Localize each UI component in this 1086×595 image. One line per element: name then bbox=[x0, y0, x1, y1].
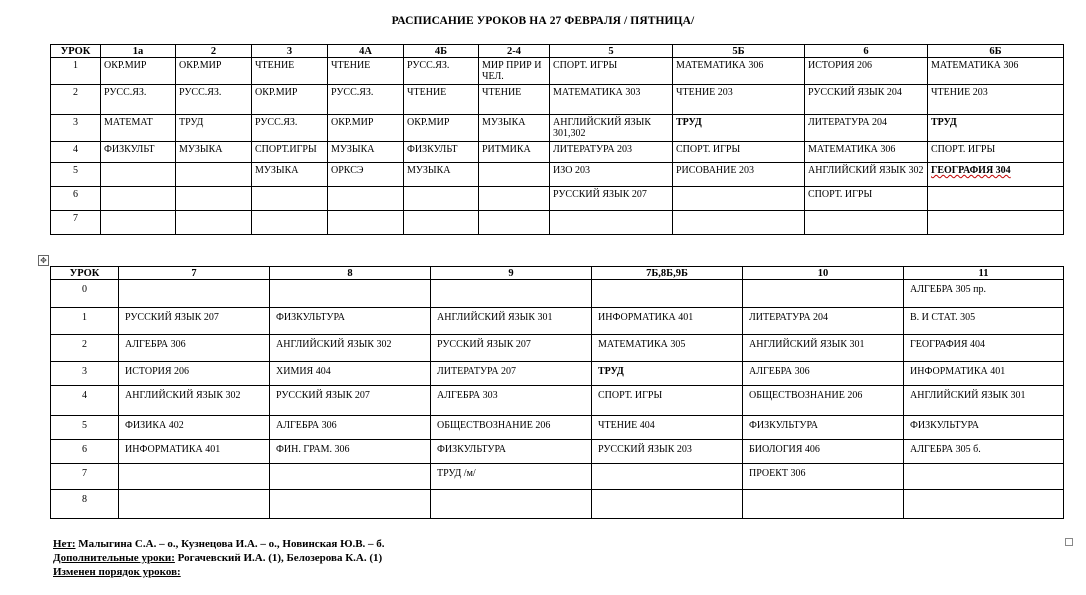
schedule-cell: СПОРТ. ИГРЫ bbox=[673, 142, 805, 163]
schedule-cell: ОКР.МИР bbox=[404, 115, 479, 142]
schedule-cell: АЛГЕБРА 305 пр. bbox=[904, 280, 1064, 308]
schedule-cell: ЛИТЕРАТУРА 204 bbox=[743, 308, 904, 335]
schedule-cell bbox=[743, 490, 904, 519]
schedule-cell bbox=[404, 211, 479, 235]
schedule-cell: ФИН. ГРАМ. 306 bbox=[270, 440, 431, 464]
schedule-cell: РУССКИЙ ЯЗЫК 204 bbox=[805, 85, 928, 115]
schedule-cell: МАТЕМАТИКА 305 bbox=[592, 335, 743, 362]
schedule-cell: МАТЕМАТИКА 303 bbox=[550, 85, 673, 115]
schedule-cell: МУЗЫКА bbox=[176, 142, 252, 163]
schedule-cell bbox=[176, 163, 252, 187]
schedule-cell: ГЕОГРАФИЯ 404 bbox=[904, 335, 1064, 362]
schedule-table-primary bbox=[50, 44, 1064, 235]
schedule-cell: ОКР.МИР bbox=[176, 58, 252, 85]
schedule-cell bbox=[928, 187, 1064, 211]
table-row bbox=[51, 464, 1064, 490]
schedule-cell bbox=[252, 211, 328, 235]
lesson-number: 6 bbox=[51, 440, 119, 464]
schedule-cell: МАТЕМАТИКА 306 bbox=[805, 142, 928, 163]
column-header: 2-4 bbox=[479, 45, 550, 58]
schedule-cell: ЧТЕНИЕ bbox=[328, 58, 404, 85]
schedule-cell: ИНФОРМАТИКА 401 bbox=[119, 440, 270, 464]
schedule-cell: ИНФОРМАТИКА 401 bbox=[592, 308, 743, 335]
schedule-cell bbox=[904, 490, 1064, 519]
resize-handle-icon[interactable] bbox=[1065, 538, 1073, 546]
column-header: 4Б bbox=[404, 45, 479, 58]
schedule-cell: ИНФОРМАТИКА 401 bbox=[904, 362, 1064, 386]
schedule-cell: АНГЛИЙСКИЙ ЯЗЫК 302 bbox=[270, 335, 431, 362]
schedule-cell: АНГЛИЙСКИЙ ЯЗЫК 301 bbox=[743, 335, 904, 362]
schedule-cell: МУЗЫКА bbox=[479, 115, 550, 142]
schedule-cell: ТРУД bbox=[673, 115, 805, 142]
schedule-cell: РУССКИЙ ЯЗЫК 207 bbox=[270, 386, 431, 416]
schedule-cell: РУСС.ЯЗ. bbox=[328, 85, 404, 115]
column-header: 8 bbox=[270, 267, 431, 280]
schedule-cell: МАТЕМАТ bbox=[101, 115, 176, 142]
schedule-cell bbox=[673, 187, 805, 211]
absent-note bbox=[53, 537, 385, 551]
schedule-cell bbox=[119, 490, 270, 519]
schedule-cell: ТРУД bbox=[928, 115, 1064, 142]
lesson-number: 3 bbox=[51, 115, 101, 142]
schedule-cell: ЧТЕНИЕ bbox=[404, 85, 479, 115]
schedule-cell: ЧТЕНИЕ bbox=[479, 85, 550, 115]
schedule-cell bbox=[176, 211, 252, 235]
schedule-cell: МУЗЫКА bbox=[252, 163, 328, 187]
schedule-table-secondary bbox=[50, 266, 1064, 519]
schedule-cell: РИТМИКА bbox=[479, 142, 550, 163]
lesson-number: 4 bbox=[51, 142, 101, 163]
schedule-cell bbox=[176, 187, 252, 211]
move-handle-icon[interactable]: ✥ bbox=[38, 255, 49, 266]
schedule-cell: РУСС.ЯЗ. bbox=[101, 85, 176, 115]
schedule-cell bbox=[592, 464, 743, 490]
table-row bbox=[51, 362, 1064, 386]
schedule-cell: СПОРТ. ИГРЫ bbox=[550, 58, 673, 85]
table-header-row bbox=[51, 267, 1064, 280]
absent-label: Нет: bbox=[53, 538, 76, 550]
schedule-cell: ФИЗИКА 402 bbox=[119, 416, 270, 440]
schedule-cell: СПОРТ. ИГРЫ bbox=[928, 142, 1064, 163]
table-row bbox=[51, 308, 1064, 335]
table-row bbox=[51, 386, 1064, 416]
column-header: 11 bbox=[904, 267, 1064, 280]
schedule-cell: РУСС.ЯЗ. bbox=[176, 85, 252, 115]
table-row bbox=[51, 142, 1064, 163]
lesson-number: 1 bbox=[51, 58, 101, 85]
lesson-number: 5 bbox=[51, 163, 101, 187]
schedule-cell: ФИЗКУЛЬТУРА bbox=[904, 416, 1064, 440]
table-row bbox=[51, 85, 1064, 115]
schedule-cell: ФИЗКУЛЬТУРА bbox=[431, 440, 592, 464]
schedule-cell: СПОРТ. ИГРЫ bbox=[805, 187, 928, 211]
table-row bbox=[51, 187, 1064, 211]
schedule-cell bbox=[119, 464, 270, 490]
schedule-cell: АЛГЕБРА 306 bbox=[270, 416, 431, 440]
schedule-cell bbox=[270, 490, 431, 519]
schedule-cell bbox=[328, 187, 404, 211]
table-row bbox=[51, 335, 1064, 362]
schedule-cell: ЧТЕНИЕ 203 bbox=[928, 85, 1064, 115]
column-header: 7Б,8Б,9Б bbox=[592, 267, 743, 280]
column-header: 7 bbox=[119, 267, 270, 280]
schedule-cell: МАТЕМАТИКА 306 bbox=[673, 58, 805, 85]
schedule-cell: СПОРТ.ИГРЫ bbox=[252, 142, 328, 163]
schedule-cell: ОБЩЕСТВОЗНАНИЕ 206 bbox=[743, 386, 904, 416]
schedule-cell: АНГЛИЙСКИЙ ЯЗЫК 302 bbox=[805, 163, 928, 187]
schedule-cell: МАТЕМАТИКА 306 bbox=[928, 58, 1064, 85]
schedule-cell bbox=[431, 280, 592, 308]
page-title: РАСПИСАНИЕ УРОКОВ НА 27 ФЕВРАЛЯ / ПЯТНИЦА/ bbox=[391, 15, 695, 27]
schedule-cell: РУССКИЙ ЯЗЫК 207 bbox=[550, 187, 673, 211]
schedule-cell: ИЗО 203 bbox=[550, 163, 673, 187]
schedule-cell: РУССКИЙ ЯЗЫК 207 bbox=[119, 308, 270, 335]
column-header: 1а bbox=[101, 45, 176, 58]
column-header: 6Б bbox=[928, 45, 1064, 58]
schedule-cell: ГЕОГРАФИЯ 304 bbox=[928, 163, 1064, 187]
schedule-cell bbox=[479, 211, 550, 235]
extra-lessons-label: Дополнительные уроки: bbox=[53, 552, 175, 564]
order-changed-note bbox=[53, 565, 385, 579]
schedule-cell: СПОРТ. ИГРЫ bbox=[592, 386, 743, 416]
column-header: УРОК bbox=[51, 267, 119, 280]
schedule-cell: РУССКИЙ ЯЗЫК 203 bbox=[592, 440, 743, 464]
column-header: УРОК bbox=[51, 45, 101, 58]
schedule-cell: ХИМИЯ 404 bbox=[270, 362, 431, 386]
schedule-cell bbox=[270, 280, 431, 308]
table-row bbox=[51, 280, 1064, 308]
schedule-cell: ЛИТЕРАТУРА 204 bbox=[805, 115, 928, 142]
schedule-cell: ОБЩЕСТВОЗНАНИЕ 206 bbox=[431, 416, 592, 440]
schedule-cell: РУСС.ЯЗ. bbox=[404, 58, 479, 85]
schedule-cell: РУСС.ЯЗ. bbox=[252, 115, 328, 142]
schedule-cell bbox=[101, 163, 176, 187]
schedule-cell bbox=[252, 187, 328, 211]
table-header-row bbox=[51, 45, 1064, 58]
schedule-cell: БИОЛОГИЯ 406 bbox=[743, 440, 904, 464]
column-header: 5Б bbox=[673, 45, 805, 58]
schedule-cell bbox=[592, 490, 743, 519]
lesson-number: 4 bbox=[51, 386, 119, 416]
table-row bbox=[51, 440, 1064, 464]
schedule-cell: ОКР.МИР bbox=[252, 85, 328, 115]
schedule-cell: РИСОВАНИЕ 203 bbox=[673, 163, 805, 187]
schedule-cell: ИСТОРИЯ 206 bbox=[119, 362, 270, 386]
schedule-cell bbox=[404, 187, 479, 211]
schedule-cell bbox=[592, 280, 743, 308]
schedule-cell: ОКР.МИР bbox=[328, 115, 404, 142]
schedule-cell bbox=[431, 490, 592, 519]
lesson-number: 7 bbox=[51, 464, 119, 490]
lesson-number: 6 bbox=[51, 187, 101, 211]
schedule-cell bbox=[743, 280, 904, 308]
schedule-cell: ПРОЕКТ 306 bbox=[743, 464, 904, 490]
schedule-cell: ФИЗКУЛЬТ bbox=[101, 142, 176, 163]
table-row bbox=[51, 115, 1064, 142]
schedule-cell: МИР ПРИР И ЧЕЛ. bbox=[479, 58, 550, 85]
schedule-cell bbox=[928, 211, 1064, 235]
table-row bbox=[51, 163, 1064, 187]
lesson-number: 5 bbox=[51, 416, 119, 440]
column-header: 10 bbox=[743, 267, 904, 280]
order-changed-label: Изменен порядок уроков: bbox=[53, 566, 181, 578]
schedule-cell: МУЗЫКА bbox=[404, 163, 479, 187]
schedule-cell: АНГЛИЙСКИЙ ЯЗЫК 301 bbox=[431, 308, 592, 335]
schedule-cell: В. И СТАТ. 305 bbox=[904, 308, 1064, 335]
lesson-number: 2 bbox=[51, 335, 119, 362]
schedule-cell: ЛИТЕРАТУРА 207 bbox=[431, 362, 592, 386]
schedule-cell: ФИЗКУЛЬТ bbox=[404, 142, 479, 163]
schedule-cell bbox=[805, 211, 928, 235]
schedule-cell bbox=[328, 211, 404, 235]
schedule-cell: МУЗЫКА bbox=[328, 142, 404, 163]
schedule-cell: ФИЗКУЛЬТУРА bbox=[743, 416, 904, 440]
schedule-cell: АЛГЕБРА 305 б. bbox=[904, 440, 1064, 464]
schedule-cell: ТРУД bbox=[176, 115, 252, 142]
schedule-cell: ЧТЕНИЕ 203 bbox=[673, 85, 805, 115]
schedule-cell bbox=[101, 187, 176, 211]
schedule-cell: ТРУД bbox=[592, 362, 743, 386]
schedule-cell: ОРКСЭ bbox=[328, 163, 404, 187]
schedule-cell bbox=[270, 464, 431, 490]
table-row bbox=[51, 211, 1064, 235]
column-header: 9 bbox=[431, 267, 592, 280]
table-row bbox=[51, 58, 1064, 85]
lesson-number: 2 bbox=[51, 85, 101, 115]
table-row bbox=[51, 416, 1064, 440]
schedule-notes bbox=[53, 537, 385, 579]
lesson-number: 8 bbox=[51, 490, 119, 519]
schedule-cell: ФИЗКУЛЬТУРА bbox=[270, 308, 431, 335]
column-header: 6 bbox=[805, 45, 928, 58]
schedule-cell: АЛГЕБРА 303 bbox=[431, 386, 592, 416]
schedule-cell: АНГЛИЙСКИЙ ЯЗЫК 301 bbox=[904, 386, 1064, 416]
schedule-cell: ЧТЕНИЕ bbox=[252, 58, 328, 85]
column-header: 3 bbox=[252, 45, 328, 58]
absent-text: Малыгина С.А. – о., Кузнецова И.А. – о., Новинская Ю.В. – б. bbox=[75, 538, 385, 550]
schedule-cell: АНГЛИЙСКИЙ ЯЗЫК 302 bbox=[119, 386, 270, 416]
table-row bbox=[51, 490, 1064, 519]
lesson-number: 1 bbox=[51, 308, 119, 335]
schedule-cell bbox=[119, 280, 270, 308]
lesson-number: 7 bbox=[51, 211, 101, 235]
schedule-cell bbox=[673, 211, 805, 235]
schedule-cell: ИСТОРИЯ 206 bbox=[805, 58, 928, 85]
schedule-cell bbox=[904, 464, 1064, 490]
schedule-cell: РУССКИЙ ЯЗЫК 207 bbox=[431, 335, 592, 362]
extra-lessons-text: Рогачевский И.А. (1), Белозерова К.А. (1) bbox=[174, 552, 383, 564]
schedule-cell: ЧТЕНИЕ 404 bbox=[592, 416, 743, 440]
column-header: 4А bbox=[328, 45, 404, 58]
lesson-number: 3 bbox=[51, 362, 119, 386]
extra-lessons-note bbox=[53, 551, 385, 565]
schedule-cell bbox=[101, 211, 176, 235]
schedule-cell: ТРУД /м/ bbox=[431, 464, 592, 490]
column-header: 2 bbox=[176, 45, 252, 58]
schedule-cell: ОКР.МИР bbox=[101, 58, 176, 85]
column-header: 5 bbox=[550, 45, 673, 58]
schedule-cell bbox=[479, 187, 550, 211]
schedule-cell bbox=[479, 163, 550, 187]
schedule-cell: АЛГЕБРА 306 bbox=[743, 362, 904, 386]
schedule-cell: АНГЛИЙСКИЙ ЯЗЫК 301,302 bbox=[550, 115, 673, 142]
schedule-cell: АЛГЕБРА 306 bbox=[119, 335, 270, 362]
schedule-cell bbox=[550, 211, 673, 235]
schedule-cell: ЛИТЕРАТУРА 203 bbox=[550, 142, 673, 163]
lesson-number: 0 bbox=[51, 280, 119, 308]
